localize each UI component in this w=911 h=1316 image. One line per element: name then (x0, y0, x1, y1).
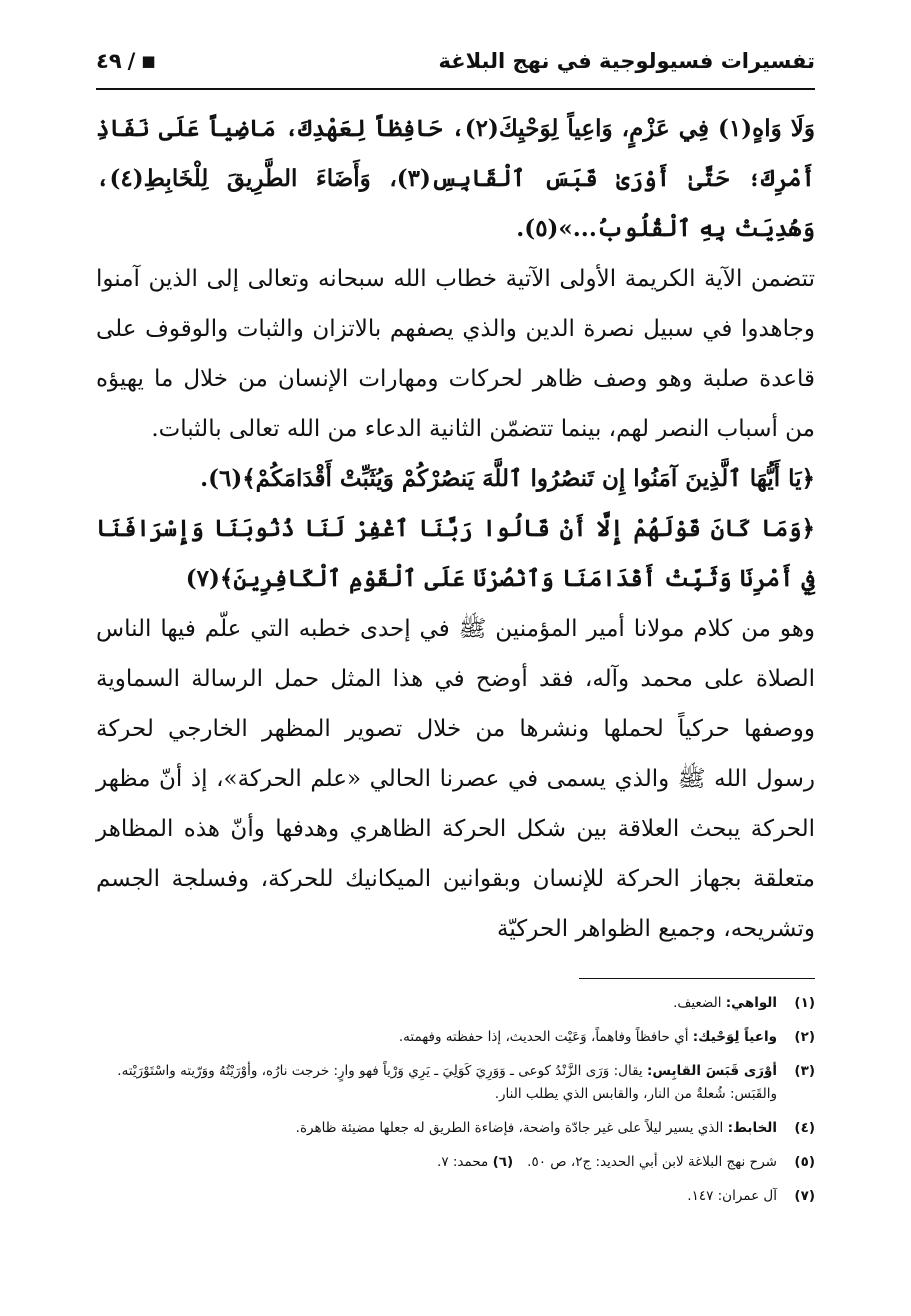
footnote-text: أي حافظاً وفاهماً، وَعَيْت الحديث، إذا حفظته وفهمته. (398, 1029, 693, 1045)
footnote-text: الضعيف. (673, 995, 726, 1011)
running-title: تفسيرات فسيولوجية في نهج البلاغة (438, 49, 815, 73)
footnote-term: واعياً لِوَحْيك: (692, 1029, 777, 1045)
header-rule (96, 88, 815, 90)
footnote-text: آل عمران: ١٤٧. (687, 1188, 777, 1204)
footnote-number: (٤) (794, 1120, 815, 1136)
footnote-4 (96, 1117, 815, 1140)
paragraph-2: وهو من كلام مولانا أمير المؤمنين ﷺ في إحدى خطبه التي علّم فيها الناس الصلاة على محمد وآله، فقد أوضح في هذا المثل حمل الرسالة السماوية ووصفها حركياً لحملها ونشرها من خلال تصوير المظهر الخارجي لحركة رسول الله ﷺ والذي يسمى في عصرنا الحالي «علم الحركة»، إذ أنّ مظهر الحركة يبحث العلاقة بين شكل الحركة الظاهري وهدفها وأنّ هذه المظاهر متعلقة بجهاز الحركة للإنسان وبقوانين الميكانيك للحركة، وفسلجة الجسم وتشريحه، وجميع الظواهر الحركيّة (96, 616, 815, 942)
footnote-text: شرح نهج البلاغة لابن أبي الحديد: ج٢، ص ٥٠. (527, 1154, 777, 1170)
footnote-number: (٦) (492, 1154, 514, 1170)
footnote-1 (96, 992, 815, 1015)
verse-1: ﴿يَا أَيُّهَا ٱلَّذِينَ آمَنُوا إِن تَنصُرُوا ٱللَّهَ يَنصُرْكُمْ وَيُثَبِّتْ أَقْدَامَكُمْ﴾(٦). (200, 465, 815, 492)
paragraph-1: تتضمن الآية الكريمة الأولى الآتية خطاب الله سبحانه وتعالى إلى الذين آمنوا وجاهدوا في سبيل نصرة الدين والذي يصفهم بالاتزان والثبات والوقوف على قاعدة صلبة وهو وصف ظاهر لحركات ومهارات الإنسان من خلال ما يهيؤه من أسباب النصر لهم، بينما تتضمّن الثانية الدعاء من الله تعالى بالثبات. (96, 266, 815, 442)
page-number-block (96, 49, 156, 73)
verse-2: ﴿وَمَا كَانَ قَوْلَهُمْ إِلَّا أَنْ قَالُوا رَبَّنَا ٱغْفِرْ لَنَا ذُنُوبَنَا وَإِسْرَافَنَا فِي أَمْرِنَا وَثَبِّتْ أَقْدَامَنَا وَٱنْصُرْنَا عَلَى ٱلْقَوْمِ ٱلْكَافِرِينَ﴾(٧) (96, 515, 815, 592)
footnote-7 (96, 1185, 815, 1208)
footnote-number: (٣) (794, 1063, 815, 1079)
page-separator: / (127, 49, 136, 73)
footnote-term: الواهي: (725, 995, 777, 1011)
footnote-3 (96, 1060, 815, 1106)
footnote-number: (٧) (794, 1188, 815, 1204)
running-header (96, 44, 815, 78)
footnote-term: الخابط: (727, 1120, 777, 1136)
footnote-number: (٢) (794, 1029, 815, 1045)
footnote-text: محمد: ٧. (437, 1154, 489, 1170)
footnote-text: الذي يسير ليلاً على غير جادّة واضحة، فإضاءة الطريق له جعلها مضيئة ظاهرة. (295, 1120, 728, 1136)
quote-block: وَلَا وَاهٍ(١) فِي عَزْمٍ، وَاعِياً لِوَحْيِكَ(٢)، حَافِظاً لِعَهْدِكَ، مَاضِياً عَلَى نَفَاذِ أَمْرِكَ؛ حَتَّىٰ أَوْرَىٰ قَبَسَ ٱلْقَابِسِ(٣)، وَأَضَاءَ الطَّرِيقَ لِلْخَابِطِ(٤)، وَهُدِيَتْ بِهِ ٱلْقُلُوبُ...»(٥). (96, 115, 816, 242)
footnote-term: أوْرَى قَبَسَ القابِس: (646, 1063, 777, 1079)
footnote-2 (96, 1026, 815, 1049)
page-mark-icon: ■ (141, 52, 156, 70)
footnote-number: (١) (794, 995, 815, 1011)
footnote-text: يقال: وَرَى الزَّنْدُ كوعى ـ وَوَرِيَ كَوَلِيَ ـ يَرِي وَرْياً فهو وارٍ: خرجت نارُه، وأوْرَيْتُهُ ووَرّيته واسْتَوْرَيْته. والقَبَس: شُعلةٌ من النار، والقابس الذي يطلب النار. (117, 1063, 777, 1102)
main-text (96, 104, 815, 954)
footnote-number: (٥) (794, 1154, 815, 1170)
footnote-rule (579, 978, 815, 979)
footnote-5 (96, 1151, 815, 1174)
footnotes (96, 992, 815, 1219)
page-number: ٤٩ (96, 49, 122, 73)
